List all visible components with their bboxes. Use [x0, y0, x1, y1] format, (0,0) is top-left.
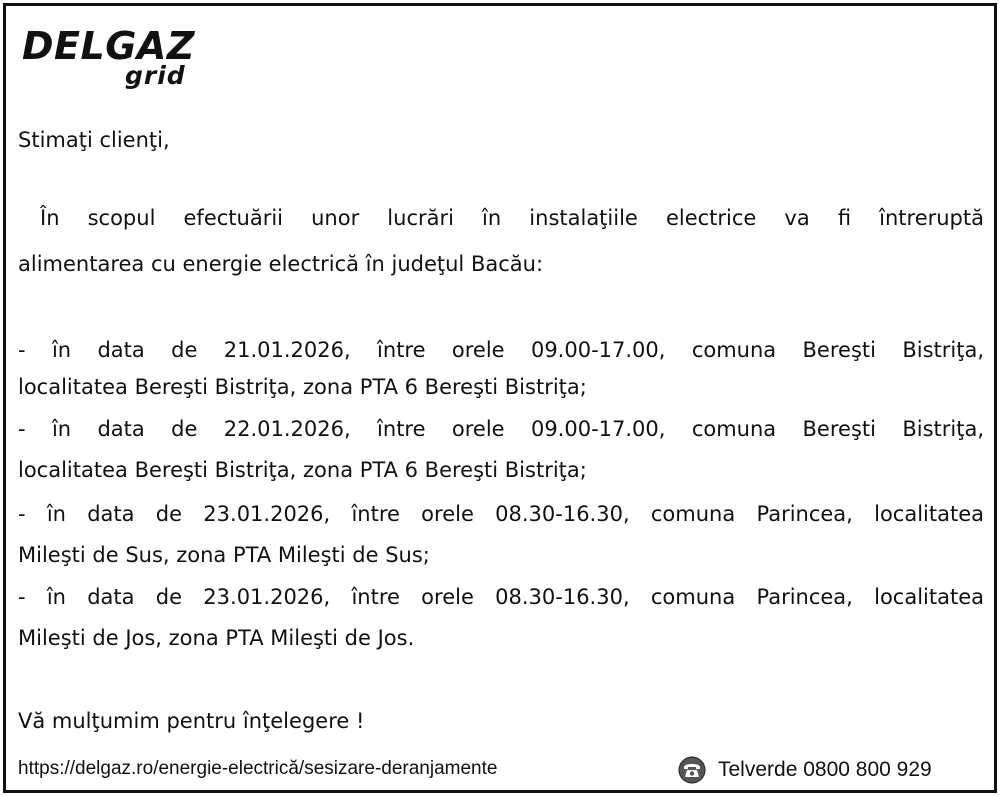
- outage-item-1-line-2: localitatea Bereşti Bistriţa, zona PTA 6 Bereşti Bistriţa;: [18, 375, 587, 399]
- outage-item-1-line-1: - în data de 21.01.2026, între orele 09.00-17.00, comuna Bereşti Bistriţa,: [18, 338, 984, 362]
- outage-item-4-line-1: - în data de 23.01.2026, între orele 08.30-16.30, comuna Parincea, localitatea: [18, 585, 984, 609]
- delgaz-grid-logo: [22, 26, 202, 96]
- support-url[interactable]: https://delgaz.ro/energie-electrică/sesizare-deranjamente: [18, 758, 498, 779]
- outage-item-3-line-2: Mileşti de Sus, zona PTA Mileşti de Sus;: [18, 543, 430, 567]
- thanks-line: Vă mulţumim pentru înţelegere !: [18, 709, 365, 733]
- outage-item-4-line-2: Mileşti de Jos, zona PTA Mileşti de Jos.: [18, 626, 415, 650]
- logo-brand: DELGAZ: [22, 24, 195, 68]
- outage-item-2-line-1: - în data de 22.01.2026, între orele 09.00-17.00, comuna Bereşti Bistriţa,: [18, 417, 984, 441]
- outage-item-3-line-1: - în data de 23.01.2026, între orele 08.30-16.30, comuna Parincea, localitatea: [18, 502, 984, 526]
- intro-line-1: În scopul efectuării unor lucrări în instalaţiile electrice va fi întreruptă: [40, 206, 984, 230]
- outage-item-2-line-2: localitatea Bereşti Bistriţa, zona PTA 6 Bereşti Bistriţa;: [18, 458, 587, 482]
- phone-number: Telverde 0800 800 929: [718, 758, 932, 781]
- greeting: Stimaţi clienţi,: [18, 128, 170, 152]
- logo-sub: grid: [125, 61, 186, 90]
- intro-line-2: alimentarea cu energie electrică în judeţul Bacău:: [18, 252, 544, 276]
- telephone-icon: [678, 756, 706, 784]
- phone-contact: [678, 755, 932, 785]
